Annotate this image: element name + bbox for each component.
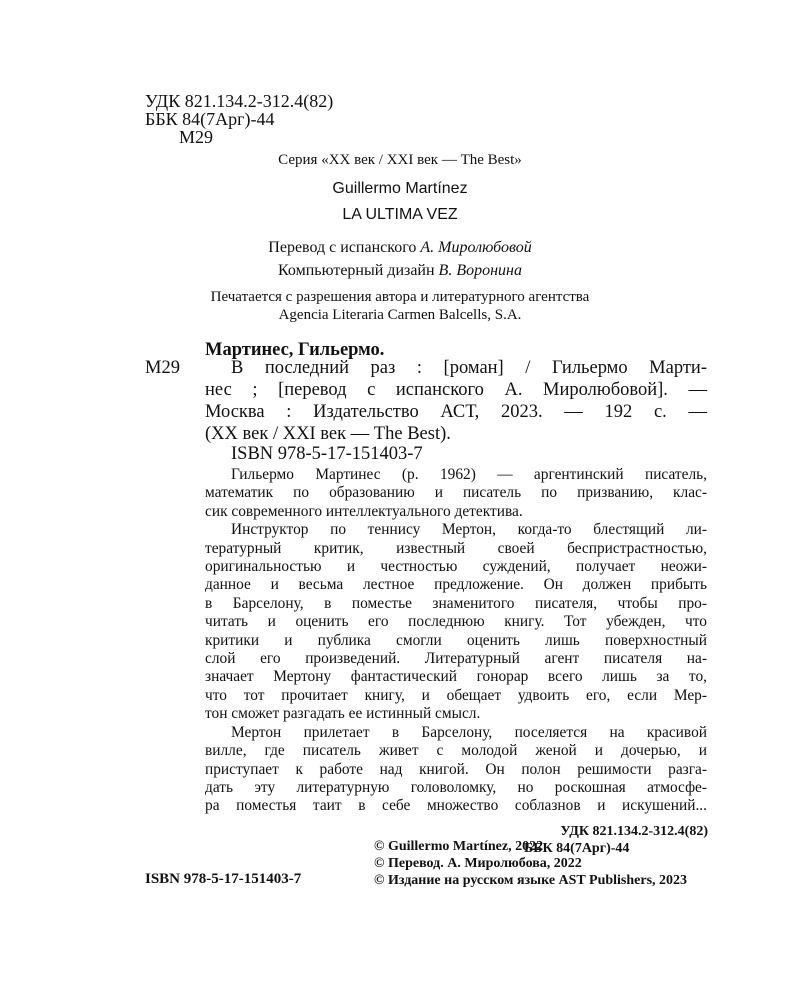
annotation-line: дать эту литературную головоломку, но роскошная атмосфе- (205, 778, 707, 796)
catalog-line: Москва : Издательство АСТ, 2023. — 192 с. — (205, 402, 707, 422)
designer-name: В. Воронина (438, 262, 522, 279)
annotation-line: оригинальностью и честностью суждений, получает неожи- (205, 558, 707, 576)
catalog-entry (205, 357, 707, 445)
annotation-line: критики и публика смогли оценить лишь поверхностный (205, 631, 707, 649)
annotation-line: Мертон прилетает в Барселону, поселяется на красивой (231, 723, 707, 741)
annotation-line: сик современного интеллектуального детектива. (205, 502, 523, 520)
annotation-line: ра поместья таит в себе множество соблазнов и искушений... (205, 797, 707, 815)
annotation-line: тон сможет разгадать ее истинный смысл. (205, 705, 481, 723)
bbk-code: ББК 84(7Арг)-44 (145, 109, 275, 129)
permission-line-1: Печатается с разрешения автора и литературного агентства (210, 289, 590, 305)
permission-line-2: Agencia Literaria Carmen Balcells, S.A. (278, 307, 522, 323)
original-author: Guillermo Martínez (332, 180, 468, 197)
catalog-heading: Мартинес, Гильермо. (205, 340, 385, 360)
footer-bbk: ББК 84(7Арг)-44 (524, 841, 630, 856)
catalog-margin-sign: М29 (145, 358, 180, 378)
annotation-line: приступает к работе над книгой. Он полон решимости разга- (205, 760, 707, 778)
series-line: Серия «XX век / XXI век — The Best» (278, 152, 522, 168)
annotation-line: читать и оценить его последнюю книгу. Тот убежден, что (205, 613, 707, 631)
annotation (205, 466, 707, 816)
copyright-line-2: © Перевод. А. Миролюбова, 2022 (374, 856, 582, 871)
udk-code: УДК 821.134.2-312.4(82) (145, 91, 334, 111)
annotation-line: вилле, где писатель живет с молодой женой и дочерью, и (205, 742, 707, 760)
catalog-line: В последний раз : [роман] / Гильермо Марти- (231, 358, 707, 378)
author-sign: М29 (179, 127, 214, 147)
copyright-line-3: © Издание на русском языке AST Publishers, 2023 (374, 873, 688, 888)
design-prefix: Компьютерный дизайн (278, 262, 439, 279)
annotation-line: в Барселону, в поместье знаменитого писателя, чтобы про- (205, 594, 707, 612)
catalog-isbn: ISBN 978-5-17-151403-7 (231, 444, 423, 464)
copyright-isbn: ISBN 978-5-17-151403-7 (145, 871, 302, 887)
annotation-line: данное и весьма лестное предложение. Он должен прибыть (205, 576, 707, 594)
footer-udk: УДК 821.134.2-312.4(82) (560, 824, 708, 839)
original-title: LA ULTIMA VEZ (342, 206, 458, 223)
annotation-line: тературный критик, известный своей беспристрастностью, (205, 539, 707, 557)
annotation-line: значает Мертону фантастический гонорар всего лишь за то, (205, 668, 707, 686)
annotation-line: Инструктор по теннису Мертон, когда-то блестящий ли- (231, 521, 707, 539)
design-credit (0, 261, 800, 281)
annotation-line: математик по образованию и писатель по призванию, клас- (205, 484, 707, 502)
translator-name: А. Миролюбовой (420, 239, 532, 256)
copyright-line-1: © Guillermo Martínez, 2022 (374, 839, 544, 854)
catalog-line: нес ; [перевод с испанского А. Миролюбовой]. — (205, 380, 707, 400)
catalog-line: (XX век / XXI век — The Best). (205, 424, 451, 444)
translation-prefix: Перевод с испанского (268, 239, 421, 256)
annotation-line: слой его произведений. Литературный агент писателя на- (205, 650, 707, 668)
annotation-line: Гильермо Мартинес (р. 1962) — аргентинский писатель, (231, 466, 707, 483)
annotation-line: что тот прочитает книгу, и обещает удвоить его, если Мер- (205, 686, 707, 704)
translation-credit (0, 238, 800, 258)
